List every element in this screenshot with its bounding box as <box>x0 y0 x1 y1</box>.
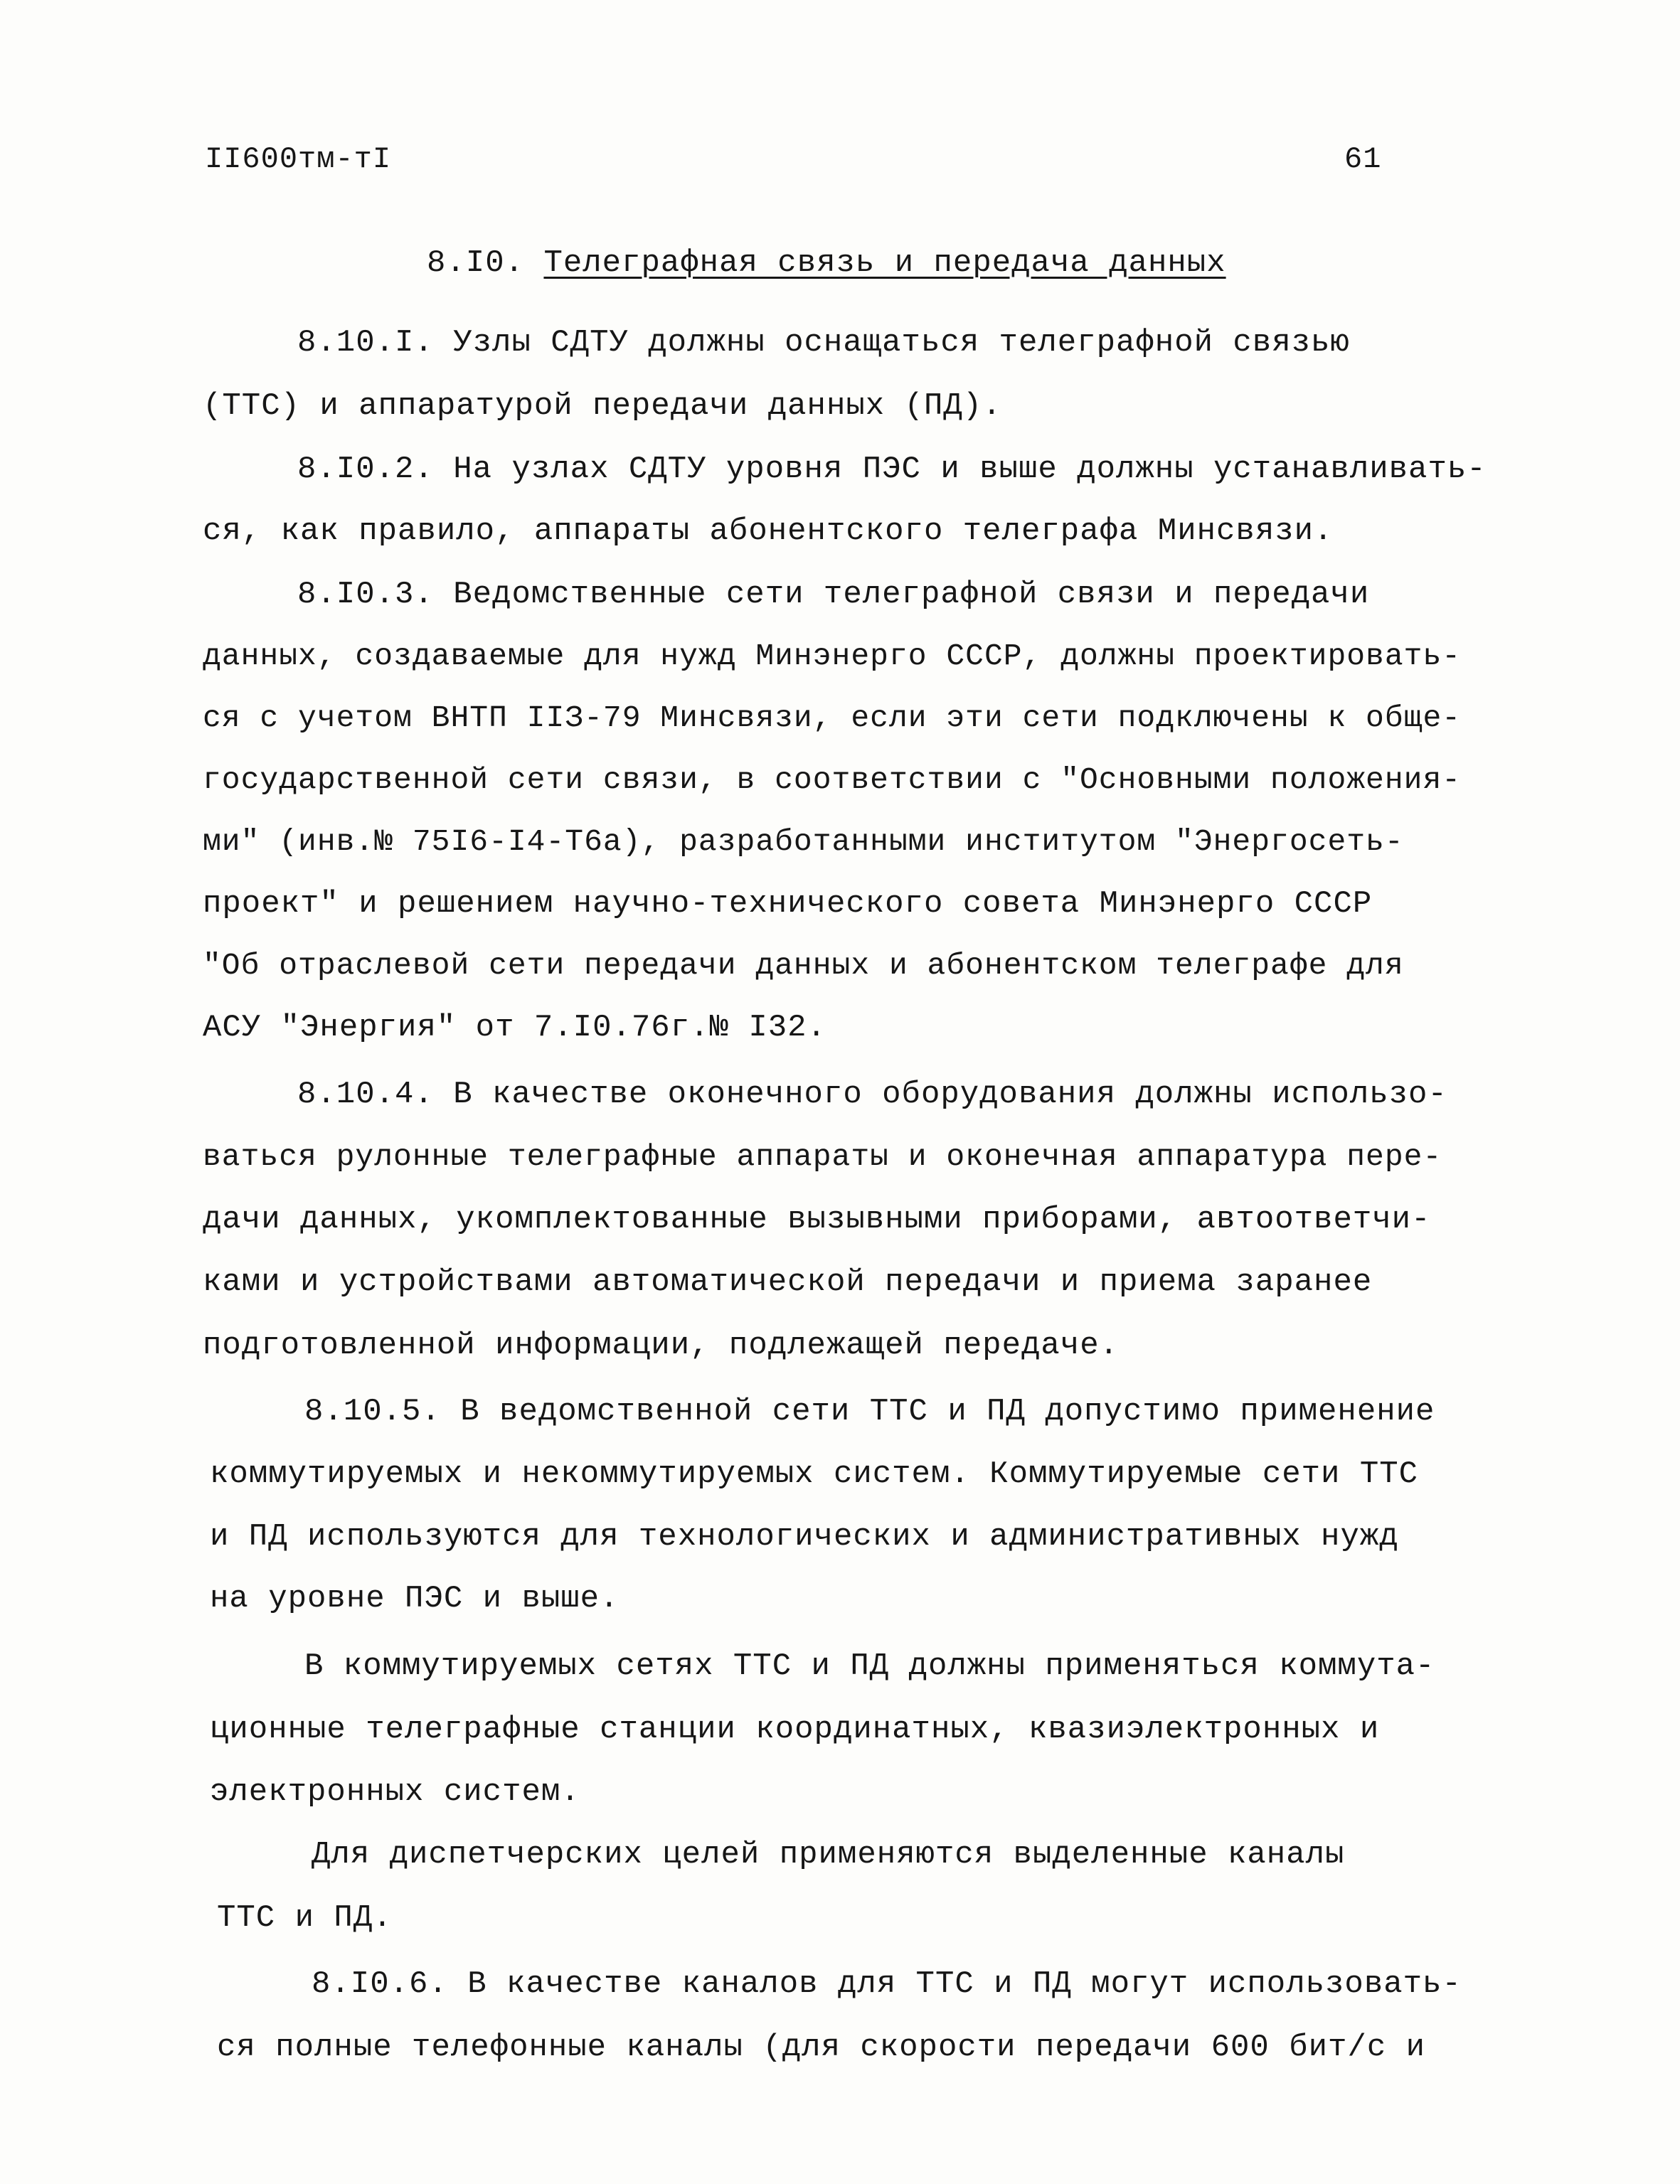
text-line: 8.I0.6. В качестве каналов для ТТС и ПД могут использовать- <box>312 1966 1462 2002</box>
text-line: "Об отраслевой сети передачи данных и абонентском телеграфе для <box>203 948 1404 983</box>
text-line: ТТС и ПД. <box>217 1900 393 1936</box>
text-line: 8.10.5. В ведомственной сети ТТС и ПД допустимо применение <box>304 1394 1435 1429</box>
text-line: АСУ "Энергия" от 7.I0.76г.№ I32. <box>203 1010 826 1045</box>
text-line: электронных систем. <box>210 1774 580 1810</box>
text-line: В коммутируемых сетях ТТС и ПД должны применяться коммута- <box>304 1648 1435 1684</box>
section-number: 8.I0. <box>427 245 525 281</box>
section-title: Телеграфная связь и передача данных <box>543 245 1226 281</box>
text-line: Для диспетчерских целей применяются выделенные каналы <box>312 1837 1345 1873</box>
text-line: ваться рулонные телеграфные аппараты и оконечная аппаратура пере- <box>203 1139 1442 1174</box>
text-line: ми" (инв.№ 75I6-I4-Т6а), разработанными институтом "Энергосеть- <box>203 824 1404 859</box>
text-line: (ТТС) и аппаратурой передачи данных (ПД). <box>203 388 1002 424</box>
text-line: 8.I0.2. На узлах СДТУ уровня ПЭС и выше должны устанавливать- <box>297 452 1487 487</box>
text-line: государственной сети связи, в соответствии с "Основными положения- <box>203 762 1462 797</box>
text-line: ся с учетом ВНТП IIЗ-79 Минсвязи, если эти сети подключены к обще- <box>203 701 1462 735</box>
text-line: данных, создаваемые для нужд Минэнерго СССР, должны проектировать- <box>203 639 1462 673</box>
text-line: ся, как правило, аппараты абонентского телеграфа Минсвязи. <box>203 513 1334 549</box>
page-number: 61 <box>1344 142 1382 176</box>
text-line: ками и устройствами автоматической передачи и приема заранее <box>203 1264 1373 1300</box>
text-line: коммутируемых и некоммутируемых систем. Коммутируемые сети ТТС <box>210 1456 1419 1492</box>
text-line: ся полные телефонные каналы (для скорости передачи 600 бит/с и <box>217 2030 1426 2065</box>
text-line: 8.I0.3. Ведомственные сети телеграфной связи и передачи <box>297 577 1370 612</box>
text-line: 8.10.4. В качестве оконечного оборудования должны использо- <box>297 1077 1447 1112</box>
text-line: дачи данных, укомплектованные вызывными приборами, автоответчи- <box>203 1202 1431 1237</box>
document-code: II600тм-тI <box>205 142 392 176</box>
text-line: на уровне ПЭС и выше. <box>210 1581 620 1616</box>
text-line: 8.10.I. Узлы СДТУ должны оснащаться телеграфной связью <box>297 325 1350 361</box>
text-line: ционные телеграфные станции координатных, квазиэлектронных и <box>210 1712 1380 1747</box>
text-line: и ПД используются для технологических и административных нужд <box>210 1519 1399 1555</box>
text-line: проект" и решением научно-технического совета Минэнерго СССР <box>203 886 1373 922</box>
text-line: подготовленной информации, подлежащей передаче. <box>203 1328 1120 1363</box>
